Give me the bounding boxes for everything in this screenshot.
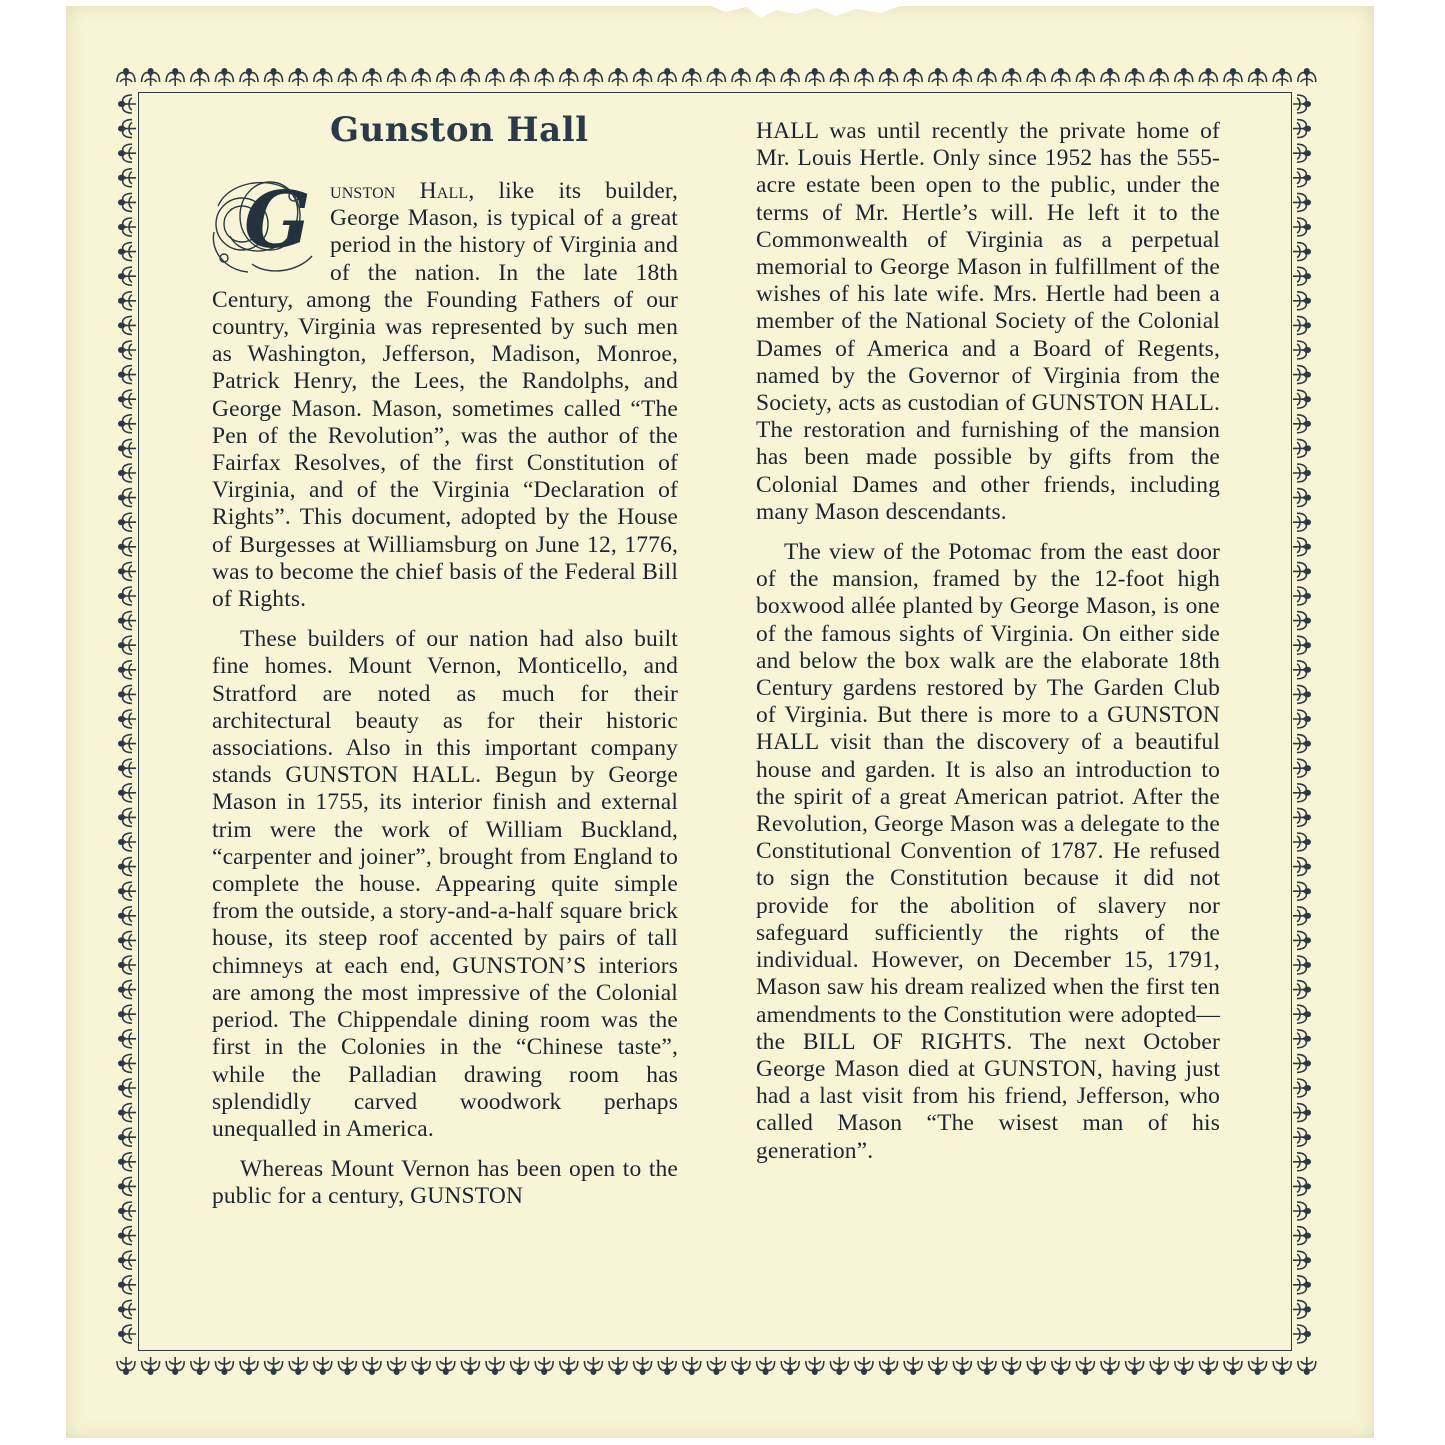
border-ornament	[978, 69, 996, 86]
border-ornament	[119, 439, 136, 457]
border-ornament	[119, 1128, 136, 1146]
border-ornament	[119, 1276, 136, 1294]
border-ornament	[1293, 1300, 1310, 1318]
border-ornament	[1293, 661, 1310, 679]
border-ornament	[1293, 513, 1310, 531]
border-ornament	[1293, 218, 1310, 236]
border-ornament	[830, 1357, 848, 1374]
border-ornament	[1293, 316, 1310, 334]
border-ornament	[1293, 1079, 1310, 1097]
border-ornament	[757, 69, 775, 86]
border-ornament	[683, 69, 701, 86]
border-ornament	[1293, 1054, 1310, 1072]
border-ornament	[437, 69, 455, 86]
border-ornament	[1293, 1276, 1310, 1294]
border-ornament	[437, 1357, 455, 1374]
border-ornament	[1293, 931, 1310, 949]
border-ornament	[757, 1357, 775, 1374]
border-ornament	[1293, 562, 1310, 580]
border-ornament	[1293, 1251, 1310, 1269]
border-ornament	[707, 69, 725, 86]
border-ornament	[461, 69, 479, 86]
border-ornament	[1293, 1177, 1310, 1195]
border-ornament	[119, 120, 136, 138]
border-ornament	[1293, 144, 1310, 162]
border-ornament	[1150, 69, 1168, 86]
border-ornament	[119, 464, 136, 482]
border-ornament	[1199, 69, 1217, 86]
border-ornament	[1293, 882, 1310, 900]
border-ornament	[929, 1357, 947, 1374]
border-ornament	[1273, 69, 1291, 86]
border-ornament	[486, 1357, 504, 1374]
border-ornament	[363, 69, 381, 86]
border-ornament	[1293, 587, 1310, 605]
border-ornament	[732, 1357, 750, 1374]
border-ornament	[1293, 981, 1310, 999]
border-ornament	[1076, 1357, 1094, 1374]
border-ornament	[166, 69, 184, 86]
border-ornament	[1293, 858, 1310, 876]
border-ornament	[1293, 784, 1310, 802]
border-ornament	[119, 1030, 136, 1048]
border-ornament	[265, 69, 283, 86]
border-ornament	[119, 661, 136, 679]
border-ornament	[1293, 169, 1310, 187]
border-ornament	[119, 956, 136, 974]
border-ornament	[289, 69, 307, 86]
border-ornament	[119, 292, 136, 310]
border-ornament	[904, 69, 922, 86]
border-ornament	[535, 69, 553, 86]
border-ornament	[1101, 1357, 1119, 1374]
border-ornament	[119, 1153, 136, 1171]
border-ornament	[1101, 69, 1119, 86]
border-ornament	[119, 1227, 136, 1245]
border-ornament	[953, 69, 971, 86]
ornamental-border-top	[112, 64, 1318, 94]
border-ornament	[880, 1357, 898, 1374]
mount-vernon-paragraph: Whereas Mount Vernon has been open to the public for a century, GUNSTON	[212, 1156, 678, 1210]
border-ornament	[1052, 69, 1070, 86]
border-ornament	[119, 1177, 136, 1195]
border-ornament	[1199, 1357, 1217, 1374]
border-ornament	[1027, 69, 1045, 86]
border-ornament	[1293, 341, 1310, 359]
border-ornament	[1293, 464, 1310, 482]
border-ornament	[388, 1357, 406, 1374]
border-ornament	[1293, 833, 1310, 851]
border-ornament	[117, 1357, 135, 1374]
left-column	[212, 175, 678, 1211]
border-ornament	[119, 1251, 136, 1269]
border-ornament	[289, 1357, 307, 1374]
border-ornament	[535, 1357, 553, 1374]
border-ornament	[1293, 243, 1310, 261]
border-ornament	[560, 1357, 578, 1374]
border-ornament	[1293, 1227, 1310, 1245]
border-ornament	[1293, 956, 1310, 974]
border-ornament	[119, 833, 136, 851]
border-ornament	[1293, 366, 1310, 384]
border-ornament	[609, 69, 627, 86]
border-ornament	[1293, 120, 1310, 138]
intro-lead-words: unston Hall	[330, 178, 469, 204]
ornamental-dropcap	[208, 176, 326, 280]
border-ornament	[363, 1357, 381, 1374]
border-ornament	[119, 1202, 136, 1220]
border-ornament	[658, 1357, 676, 1374]
border-ornament	[119, 341, 136, 359]
border-ornament	[1293, 439, 1310, 457]
border-ornament	[1298, 1357, 1316, 1374]
border-ornament	[1150, 1357, 1168, 1374]
border-ornament	[119, 1325, 136, 1343]
border-ornament	[1126, 1357, 1144, 1374]
page-title: Gunston Hall	[330, 110, 589, 150]
border-ornament	[119, 218, 136, 236]
border-ornament	[338, 1357, 356, 1374]
border-ornament	[855, 69, 873, 86]
border-ornament	[119, 612, 136, 630]
border-ornament	[314, 1357, 332, 1374]
border-ornament	[388, 69, 406, 86]
hertle-paragraph: HALL was until recently the private home of Mr. Louis Hertle. Only since 1952 has the 555-acre estate been open to the public, under the terms of Mr. Hertle’s will. He left it to the Commonwealth of Virginia as a perpetual memorial to George Mason in fulfillment of the wishes of his late wife. Mrs. Hertle had been a member of the National Society of the Colonial Dames of America and a Board of Regents, named by the Governor of Virginia from the Society, acts as custodian of GUNSTON HALL. The restoration and furnishing of the mansion has been made possible by gifts from the Colonial Dames and other friends, including many Mason descendants.	[756, 118, 1220, 525]
border-ornament	[658, 69, 676, 86]
border-ornament	[119, 784, 136, 802]
intro-paragraph-text: , like its builder, George Mason, is typical of a great period in the history of Virginia and of the nation. In the late 18th Century, among the Founding Fathers of our country, Virginia was represented by such men as Washington, Jefferson, Madison, Monroe, Patrick Henry, the Lees, the Randolphs, and George Mason. Mason, sometimes called “The Pen of the Revolution”, was the author of the Fairfax Resolves, of the first Constitution of Virginia, and of the Virginia “Declaration of Rights”. This document, adopted by the House of Burgesses at Williamsburg on June 12, 1776, was to become the chief basis of the Federal Bill of Rights.	[212, 178, 678, 613]
border-ornament	[191, 69, 209, 86]
border-ornament	[1293, 907, 1310, 925]
border-ornament	[634, 69, 652, 86]
border-ornament	[119, 243, 136, 261]
border-ornament	[1293, 636, 1310, 654]
border-ornament	[855, 1357, 873, 1374]
border-ornament	[1293, 759, 1310, 777]
potomac-paragraph: The view of the Potomac from the east door of the mansion, framed by the 12-foot high boxwood allée planted by George Mason, is one of the famous sights of Virginia. On either side and below the box walk are the elaborate 18th Century gardens restored by The Garden Club of Virginia. But there is more to a GUNSTON HALL visit than the discovery of a beautiful house and garden. It is also an introduction to the spirit of a great American patriot. After the Revolution, George Mason was a delegate to the Constitutional Convention of 1787. He refused to sign the Constitution because it did not provide for the abolition of slavery nor safeguard sufficiently the rights of the individual. However, on December 15, 1791, Mason saw his dream realized when the first ten amendments to the Constitution were adopted—the BILL OF RIGHTS. The next October George Mason died at GUNSTON, having just had a last visit from his friend, Jefferson, who called Mason “The wisest man of his generation”.	[756, 539, 1220, 1164]
border-ornament	[119, 390, 136, 408]
border-ornament	[119, 144, 136, 162]
border-ornament	[119, 1300, 136, 1318]
border-ornament	[1293, 489, 1310, 507]
border-ornament	[781, 1357, 799, 1374]
border-ornament	[412, 1357, 430, 1374]
border-ornament	[119, 169, 136, 187]
border-ornament	[929, 69, 947, 86]
border-ornament	[707, 1357, 725, 1374]
border-ornament	[560, 69, 578, 86]
border-ornament	[511, 69, 529, 86]
border-ornament	[1293, 808, 1310, 826]
border-ornament	[1175, 69, 1193, 86]
ornamental-border-bottom	[112, 1350, 1318, 1380]
border-ornament	[1003, 69, 1021, 86]
border-ornament	[119, 267, 136, 285]
border-ornament	[1126, 69, 1144, 86]
border-ornament	[119, 1054, 136, 1072]
border-ornament	[634, 1357, 652, 1374]
border-ornament	[142, 1357, 160, 1374]
border-ornament	[904, 1357, 922, 1374]
border-ornament	[1003, 1357, 1021, 1374]
border-ornament	[142, 69, 160, 86]
border-ornament	[240, 1357, 258, 1374]
border-ornament	[1293, 1104, 1310, 1122]
border-ornament	[511, 1357, 529, 1374]
border-ornament	[1293, 735, 1310, 753]
border-ornament	[119, 1104, 136, 1122]
border-ornament	[1293, 1325, 1310, 1343]
border-ornament	[119, 489, 136, 507]
border-ornament	[461, 1357, 479, 1374]
border-ornament	[119, 316, 136, 334]
dropcap-letter: G	[244, 175, 311, 266]
border-ornament	[1293, 612, 1310, 630]
border-ornament	[119, 759, 136, 777]
border-ornament	[119, 193, 136, 211]
border-ornament	[119, 1079, 136, 1097]
border-ornament	[119, 538, 136, 556]
border-ornament	[119, 882, 136, 900]
border-ornament	[191, 1357, 209, 1374]
border-ornament	[1224, 1357, 1242, 1374]
border-ornament	[1027, 1357, 1045, 1374]
paper-tear	[706, 4, 906, 30]
border-ornament	[412, 69, 430, 86]
border-ornament	[1293, 538, 1310, 556]
border-ornament	[806, 1357, 824, 1374]
border-ornament	[1293, 710, 1310, 728]
border-ornament	[119, 415, 136, 433]
border-ornament	[265, 1357, 283, 1374]
border-ornament	[584, 1357, 602, 1374]
border-ornament	[1293, 267, 1310, 285]
border-ornament	[1293, 292, 1310, 310]
border-ornament	[1293, 193, 1310, 211]
border-ornament	[240, 69, 258, 86]
border-ornament	[880, 69, 898, 86]
border-ornament	[609, 1357, 627, 1374]
border-ornament	[953, 1357, 971, 1374]
border-ornament	[1175, 1357, 1193, 1374]
border-ornament	[1293, 1153, 1310, 1171]
homes-paragraph: These builders of our nation had also built fine homes. Mount Vernon, Monticello, and Stratford are noted as much for their architectural beauty as for their historic associations. Also in this important company stands GUNSTON HALL. Begun by George Mason in 1755, its interior finish and external trim were the work of William Buckland, “carpenter and joiner”, brought from England to complete the house. Appearing quite simple from the outside, a story-and-a-half square brick house, its steep roof accented by pairs of tall chimneys at each end, GUNSTON’S interiors are among the most impressive of the Colonial period. The Chippendale dining room was the first in the Colonies in the “Chinese taste”, while the Palladian drawing room has splendidly carved woodwork perhaps unequalled in America.	[212, 626, 678, 1142]
border-ornament	[117, 69, 135, 86]
border-ornament	[1293, 415, 1310, 433]
border-ornament	[119, 808, 136, 826]
border-ornament	[1293, 1128, 1310, 1146]
border-ornament	[1249, 69, 1267, 86]
border-ornament	[1293, 685, 1310, 703]
border-ornament	[314, 69, 332, 86]
border-ornament	[683, 1357, 701, 1374]
border-ornament	[732, 69, 750, 86]
border-ornament	[1273, 1357, 1291, 1374]
border-ornament	[1052, 1357, 1070, 1374]
border-ornament	[215, 69, 233, 86]
border-ornament	[119, 907, 136, 925]
border-ornament	[119, 735, 136, 753]
border-ornament	[584, 69, 602, 86]
border-ornament	[781, 69, 799, 86]
border-ornament	[119, 931, 136, 949]
border-ornament	[1293, 390, 1310, 408]
border-ornament	[1298, 69, 1316, 86]
border-ornament	[1249, 1357, 1267, 1374]
border-ornament	[806, 69, 824, 86]
border-ornament	[119, 513, 136, 531]
border-ornament	[119, 562, 136, 580]
border-ornament	[166, 1357, 184, 1374]
border-ornament	[119, 981, 136, 999]
border-ornament	[119, 95, 136, 113]
border-ornament	[1293, 1202, 1310, 1220]
border-ornament	[1293, 1005, 1310, 1023]
border-ornament	[1293, 1030, 1310, 1048]
border-ornament	[119, 685, 136, 703]
intro-paragraph	[212, 175, 678, 613]
border-ornament	[978, 1357, 996, 1374]
border-ornament	[1293, 95, 1310, 113]
border-ornament	[119, 1005, 136, 1023]
border-ornament	[338, 69, 356, 86]
border-ornament	[1076, 69, 1094, 86]
border-ornament	[486, 69, 504, 86]
border-ornament	[119, 710, 136, 728]
border-ornament	[119, 587, 136, 605]
border-ornament	[119, 858, 136, 876]
border-ornament	[830, 69, 848, 86]
border-ornament	[1224, 69, 1242, 86]
right-column	[756, 118, 1220, 1165]
border-ornament	[119, 366, 136, 384]
border-ornament	[215, 1357, 233, 1374]
border-ornament	[119, 636, 136, 654]
